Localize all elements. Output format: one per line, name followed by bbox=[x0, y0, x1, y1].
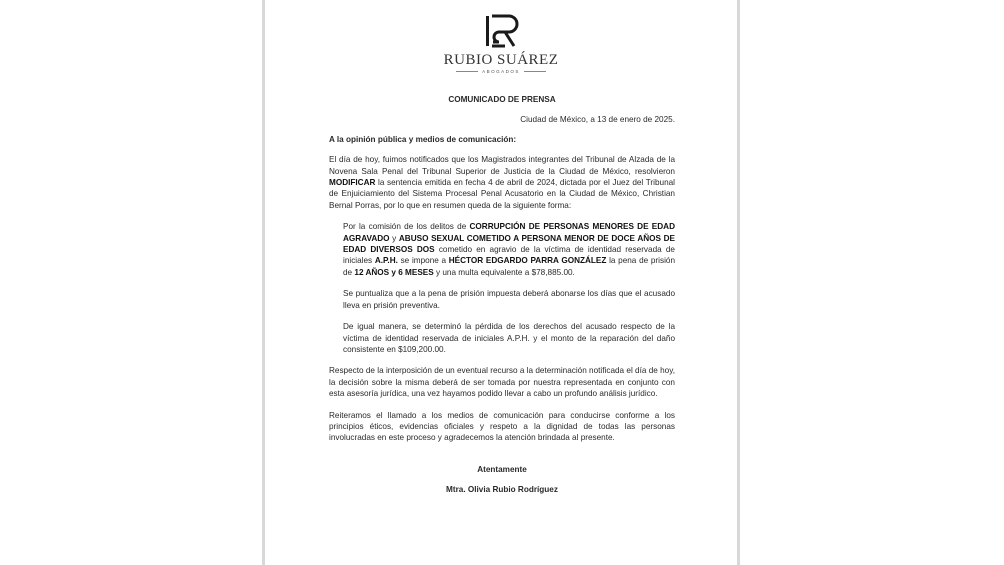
bold-text: CORRUPCIÓN DE PERSONAS MENORES DE EDAD AGRAVADO bbox=[343, 222, 675, 243]
divider bbox=[456, 71, 478, 72]
firm-name: RUBIO SUÁREZ bbox=[443, 52, 559, 68]
intro-paragraph bbox=[329, 154, 675, 211]
letterhead bbox=[265, 14, 737, 74]
media-paragraph: Reiteramos el llamado a los medios de comunicación para conducirse conforme a los principios éticos, evidencias oficiales y respeto a la dignidad de todas las personas involucradas en este proceso y agradecemos la atención brindada al presente. bbox=[329, 410, 675, 443]
document-title: COMUNICADO DE PRENSA bbox=[448, 95, 556, 104]
document-page bbox=[262, 0, 740, 565]
rs-monogram-icon bbox=[483, 14, 519, 48]
text: la pena de prisión de bbox=[343, 256, 675, 277]
text: Por la comisión de los delitos de bbox=[343, 222, 470, 232]
bold-text: ABUSO SEXUAL COMETIDO A PERSONA MENOR DE DOCE AÑOS DE EDAD DIVERSOS DOS bbox=[343, 233, 675, 255]
text: la sentencia emitida en fecha 4 de abril de 2024, dictada por el Juez del Tribunal de Enjuiciamiento del Sistema Procesal Penal Acusatorio en la Ciudad de México, Christian Bernal Porras, por lo que en resumen queda de la siguiente forma: bbox=[329, 178, 675, 210]
text: cometido en agravio de la víctima de identidad reservada de iniciales bbox=[343, 245, 675, 266]
firm-subtitle bbox=[265, 69, 737, 74]
closing: Atentamente bbox=[477, 464, 527, 474]
divider bbox=[524, 71, 546, 72]
bold-text: 12 AÑOS y 6 MESES bbox=[354, 267, 434, 277]
bold-text: A.P.H. bbox=[374, 256, 398, 266]
salutation: A la opinión pública y medios de comunicación: bbox=[329, 134, 517, 144]
sentence-paragraph bbox=[343, 221, 675, 278]
text: y una multa equivalente a $78,885.00. bbox=[433, 267, 575, 277]
rights-note: De igual manera, se determinó la pérdida de los derechos del acusado respecto de la víctima de identidad reservada de iniciales A.P.H. y el monto de la reparación del daño consistente en $109,200.00. bbox=[343, 322, 675, 354]
bold-text: MODIFICAR bbox=[329, 178, 376, 188]
text: El día de hoy, fuimos notificados que los Magistrados integrantes del Tribunal de Alzada de la Novena Sala Penal del Tribunal Superior de Justicia de la Ciudad de México, resolvieron bbox=[329, 155, 675, 176]
place-date: Ciudad de México, a 13 de enero de 2025. bbox=[520, 115, 675, 125]
firm-subtitle-text: ABOGADOS bbox=[482, 69, 520, 74]
appeal-paragraph: Respecto de la interposición de un eventual recurso a la determinación notificada el día de hoy, la decisión sobre la misma deberá de ser tomada por nuestra representada en conjunto con esta asesoría jurídica, una vez hayamos podido llevar a cabo un profundo análisis jurídico. bbox=[329, 366, 675, 399]
text: y bbox=[389, 233, 399, 243]
preventive-note: Se puntualiza que a la pena de prisión impuesta deberá abonarse los días que el acusado lleva en prisión preventiva. bbox=[343, 289, 675, 310]
document-body bbox=[329, 94, 675, 496]
bold-text: HÉCTOR EDGARDO PARRA GONZÁLEZ bbox=[448, 256, 607, 266]
signer-name: Mtra. Olivia Rubio Rodríguez bbox=[446, 485, 558, 495]
text: se impone a bbox=[397, 256, 449, 266]
